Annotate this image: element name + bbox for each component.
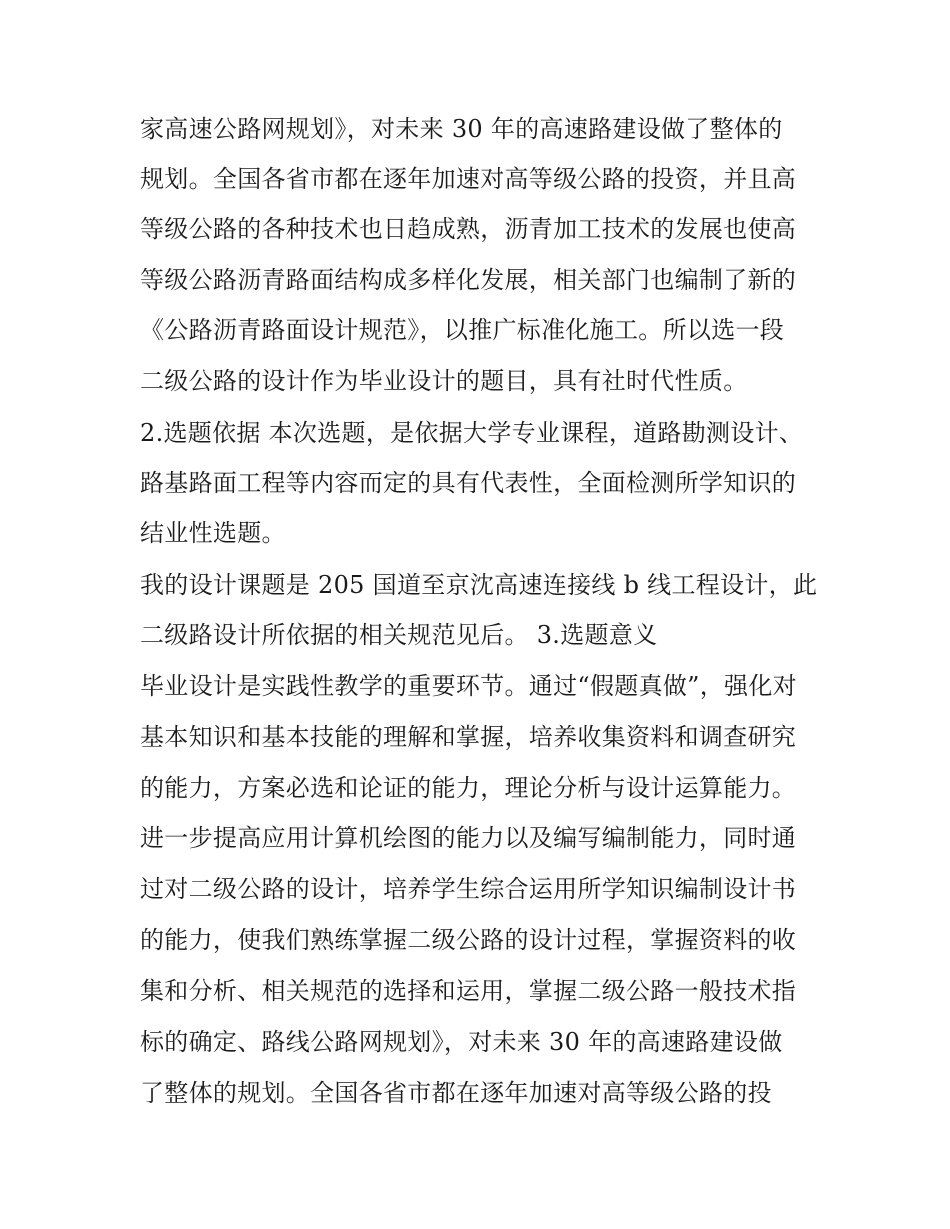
text-line: 等级公路沥青路面结构成多样化发展，相关部门也编制了新的 <box>140 266 797 294</box>
section-heading-line: 二级路设计所依据的相关规范见后。 3.选题意义 <box>140 621 658 649</box>
section-heading-line: 2.选题依据 本次选题，是依据大学专业课程，道路勘测设计、 <box>140 419 804 447</box>
text-line: 结业性选题。 <box>140 519 286 547</box>
text-line: 过对二级公路的设计，培养学生综合运用所学知识编制设计书 <box>140 875 797 903</box>
text-line: 二级公路的设计作为毕业设计的题目，具有社时代性质。 <box>140 367 748 395</box>
text-line: 基本知识和基本技能的理解和掌握，培养收集资料和调查研究 <box>140 723 797 751</box>
text-line: 集和分析、相关规范的选择和运用，掌握二级公路一般技术指 <box>140 977 797 1005</box>
text-line: 标的确定、路线公路网规划》，对未来 30 年的高速路建设做 <box>140 1028 783 1056</box>
text-line: 了整体的规划。全国各省市都在逐年加速对高等级公路的投 <box>140 1079 772 1107</box>
text-line: 进一步提高应用计算机绘图的能力以及编写编制能力，同时通 <box>140 824 797 852</box>
text-line: 路基路面工程等内容而定的具有代表性，全面检测所学知识的 <box>140 469 797 497</box>
text-line: 我的设计课题是 205 国道至京沈高速连接线 b 线工程设计，此 <box>140 571 818 599</box>
text-line: 规划。全国各省市都在逐年加速对高等级公路的投资，并且高 <box>140 165 797 193</box>
text-line: 毕业设计是实践性教学的重要环节。通过“假题真做”，强化对 <box>140 672 797 700</box>
text-line: 的能力，方案必选和论证的能力，理论分析与设计运算能力。 <box>140 774 797 802</box>
text-line: 等级公路的各种技术也日趋成熟，沥青加工技术的发展也使高 <box>140 215 797 243</box>
text-line: 的能力，使我们熟练掌握二级公路的设计过程，掌握资料的收 <box>140 926 797 954</box>
text-line: 家高速公路网规划》，对未来 30 年的高速路建设做了整体的 <box>140 115 783 143</box>
text-line: 《公路沥青路面设计规范》，以推广标准化施工。所以选一段 <box>140 316 785 344</box>
